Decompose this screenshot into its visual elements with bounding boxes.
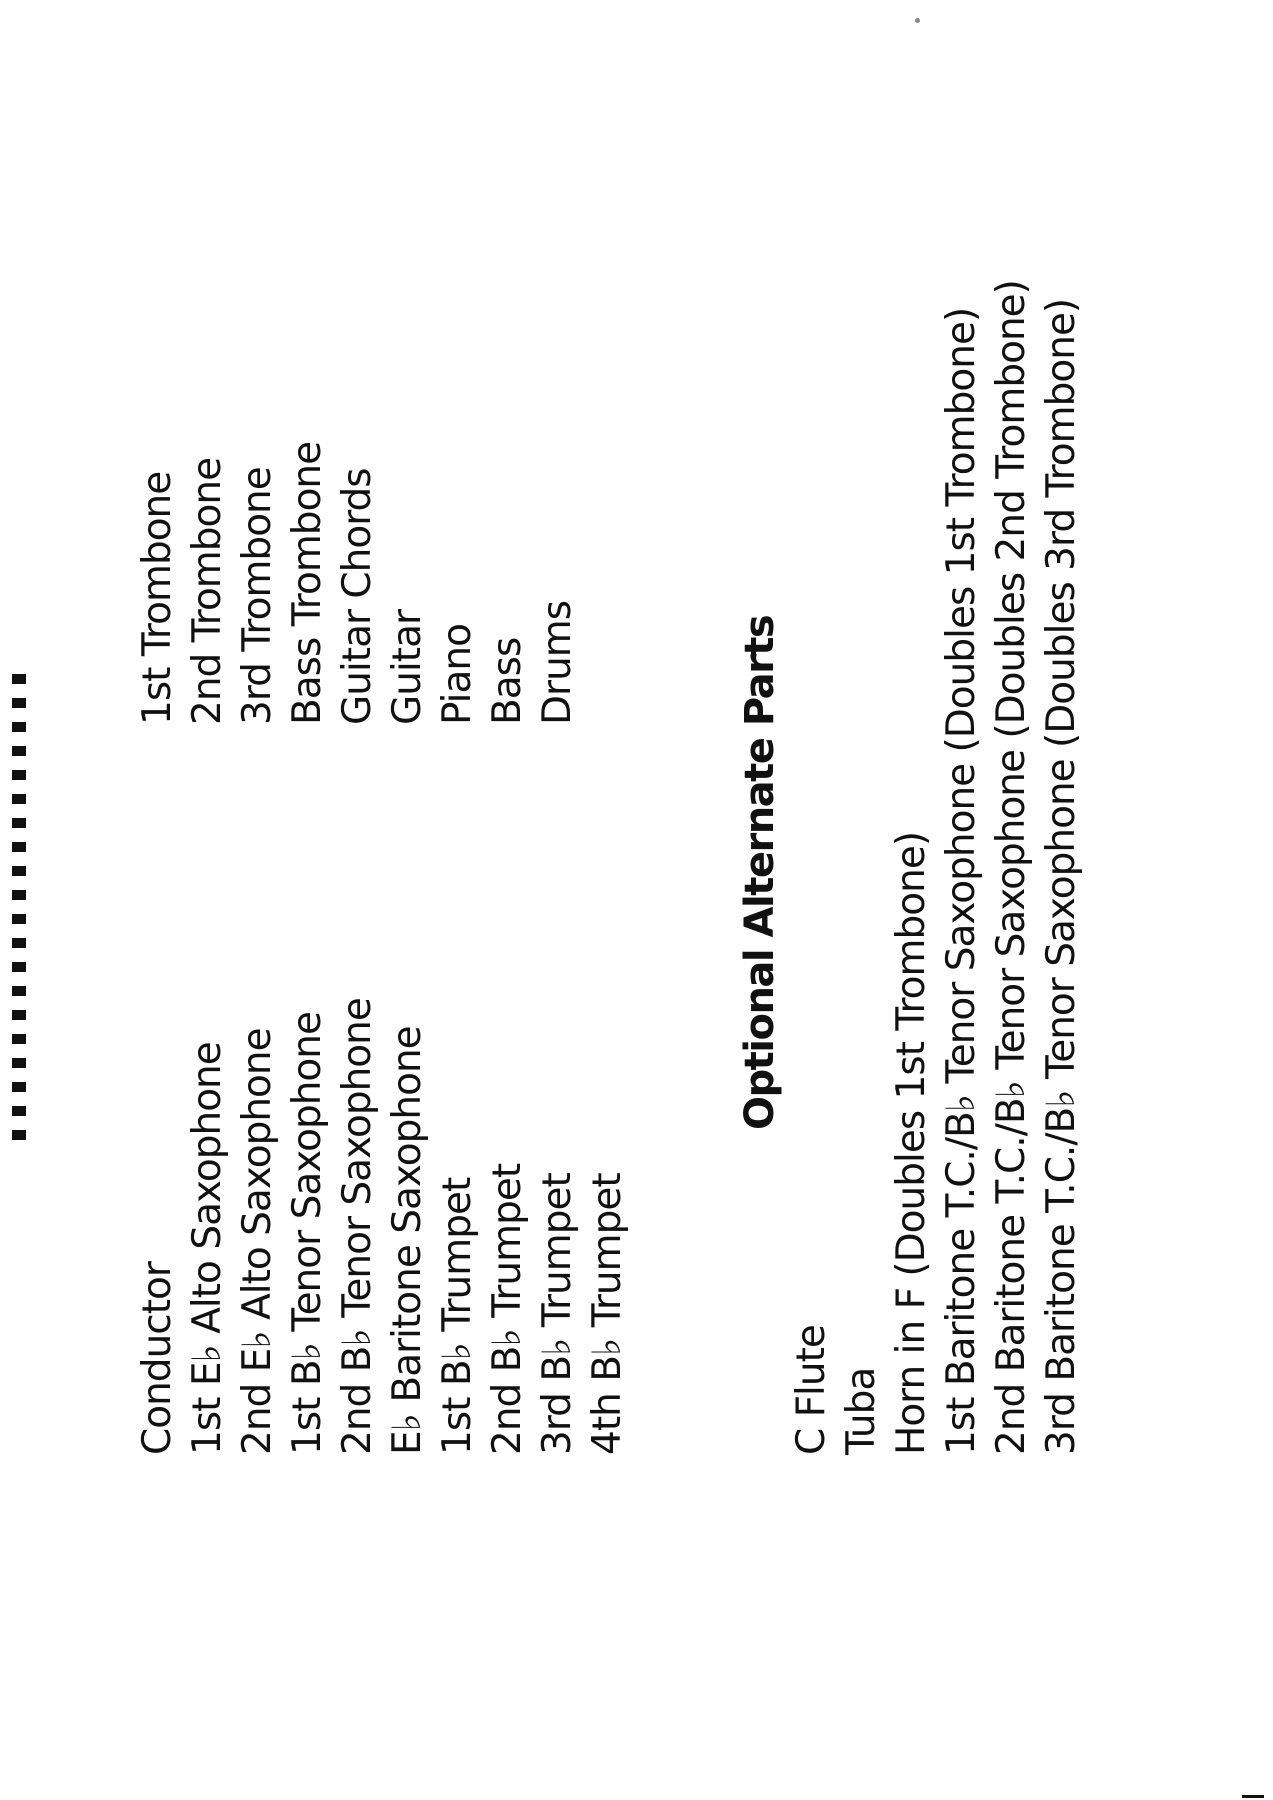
part-2nd-trumpet: 2nd B♭ Trumpet	[485, 1163, 530, 1455]
part-4th-trumpet: 4th B♭ Trumpet	[585, 1173, 630, 1455]
part-2nd-trombone: 2nd Trombone	[185, 457, 230, 725]
optional-part-2nd-baritone: 2nd Baritone T.C./B♭ Tenor Saxophone (Doubles 2nd Trombone)	[989, 280, 1034, 1455]
part-3rd-trumpet: 3rd B♭ Trumpet	[535, 1173, 580, 1455]
part-conductor: Conductor	[135, 1262, 180, 1455]
optional-part-horn: Horn in F (Doubles 1st Trombone)	[889, 831, 934, 1455]
cut-off-title	[12, 660, 26, 1140]
scan-speck	[915, 18, 920, 23]
optional-part-3rd-baritone: 3rd Baritone T.C./B♭ Tenor Saxophone (Doubles 3rd Trombone)	[1039, 298, 1084, 1455]
optional-part-tuba: Tuba	[839, 1367, 884, 1455]
part-guitar-chords: Guitar Chords	[335, 468, 380, 725]
part-2nd-tenor-sax: 2nd B♭ Tenor Saxophone	[335, 998, 380, 1455]
part-baritone-sax: E♭ Baritone Saxophone	[385, 1026, 430, 1455]
part-2nd-alto-sax: 2nd E♭ Alto Saxophone	[235, 1028, 280, 1455]
optional-part-1st-baritone: 1st Baritone T.C./B♭ Tenor Saxophone (Doubles 1st Trombone)	[939, 307, 984, 1455]
part-1st-trumpet: 1st B♭ Trumpet	[435, 1177, 480, 1455]
part-guitar: Guitar	[385, 610, 430, 725]
part-piano: Piano	[435, 624, 480, 725]
part-drums: Drums	[535, 600, 580, 725]
part-bass-trombone: Bass Trombone	[285, 441, 330, 725]
part-3rd-trombone: 3rd Trombone	[235, 467, 280, 725]
part-1st-alto-sax: 1st E♭ Alto Saxophone	[185, 1042, 230, 1455]
optional-part-c-flute: C Flute	[789, 1325, 834, 1455]
part-1st-trombone: 1st Trombone	[135, 471, 180, 725]
scan-mark	[1242, 1795, 1264, 1798]
optional-parts-heading: Optional Alternate Parts	[737, 615, 783, 1130]
part-bass: Bass	[485, 637, 530, 725]
part-1st-tenor-sax: 1st B♭ Tenor Saxophone	[285, 1011, 330, 1455]
